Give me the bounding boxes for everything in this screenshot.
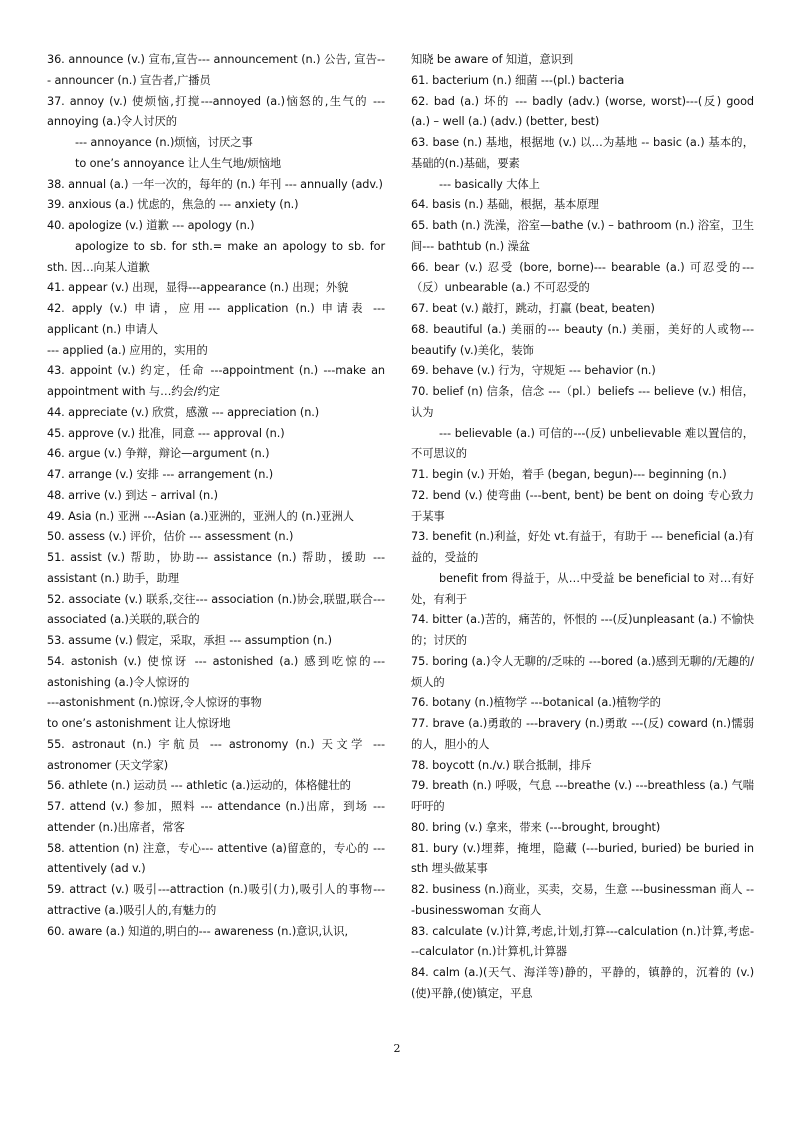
vocab-entry: 73. benefit (n.)利益，好处 vt.有益于，有助于 --- beneficial (a.)有益的，受益的 (411, 530, 754, 564)
vocab-entry: 72. bend (v.) 使弯曲 (---bent, bent) be bent on doing 专心致力于某事 (411, 488, 754, 523)
right-column (411, 50, 754, 1005)
vocab-entry: 75. boring (a.)令人无聊的/乏味的 ---bored (a.)感到无聊的/无趣的/烦人的 (411, 654, 754, 689)
vocab-entry: 50. assess (v.) 评价，估价 --- assessment (n.) (47, 530, 294, 544)
vocab-entry: 55. astronaut (n.) 宇航员 --- astronomy (n.) 天文学 --- astronomer (天文学家) (47, 737, 385, 772)
vocab-entry: 82. business (n.)商业，买卖，交易，生意 ---businessman 商人 ---businesswoman 女商人 (411, 883, 754, 917)
vocab-entry: 83. calculate (v.)计算,考虑,计划,打算---calculation (n.)计算,考虑---calculator (n.)计算机,计算器 (411, 924, 754, 959)
vocab-entry: 65. bath (n.) 洗澡，浴室—bathe (v.) – bathroom (n.) 浴室，卫生间--- bathtub (n.) 澡盆 (411, 219, 754, 253)
vocab-entry: 60. aware (a.) 知道的,明白的--- awareness (n.)意识,认识, (47, 924, 348, 938)
vocab-entry-continuation: --- basically 大体上 (439, 177, 540, 191)
vocab-entry: 42. apply (v.) 申请，应用--- application (n.) 申请表 --- applicant (n.) 申请人 (47, 302, 385, 336)
vocab-entry: 71. begin (v.) 开始，着手 (began, begun)--- beginning (n.) (411, 468, 727, 481)
vocab-entry: 62. bad (a.) 坏的 --- badly (adv.) (worse, worst)---(反) good (a.) – well (a.) (adv.) (better, best) (411, 94, 754, 129)
vocab-entry: 43. appoint (v.) 约定，任命 ---appointment (n.) ---make an appointment with 与…约会/约定 (47, 364, 385, 398)
vocab-entry: 54. astonish (v.) 使惊讶 --- astonished (a.) 感到吃惊的---astonishing (a.)令人惊讶的 (47, 654, 385, 689)
vocab-entry: 56. athlete (n.) 运动员 --- athletic (a.)运动的，体格健壮的 (47, 779, 351, 793)
vocab-entry: 64. basis (n.) 基础，根据，基本原理 (411, 198, 599, 212)
vocab-entry: 78. boycott (n./v.) 联合抵制，排斥 (411, 758, 592, 772)
vocab-entry: 48. arrive (v.) 到达 – arrival (n.) (47, 488, 218, 502)
vocab-entry-continuation: --- applied (a.) 应用的，实用的 (47, 343, 208, 357)
vocab-entry: 69. behave (v.) 行为，守规矩 --- behavior (n.) (411, 364, 656, 378)
vocab-entry-continuation: ---astonishment (n.)惊讶,令人惊讶的事物 (47, 696, 262, 710)
vocab-entry-continuation: to one’s astonishment 让人惊讶地 (47, 717, 231, 730)
vocab-entry: 40. apologize (v.) 道歉 --- apology (n.) (47, 219, 255, 232)
vocab-entry-continuation: --- believable (a.) 可信的---(反) unbelievable 难以置信的，不可思议的 (411, 426, 754, 461)
vocab-entry: 59. attract (v.) 吸引---attraction (n.)吸引(力),吸引人的事物---attractive (a.)吸引人的,有魅力的 (47, 883, 385, 917)
page-number: 2 (393, 1042, 401, 1055)
vocab-entry: 77. brave (a.)勇敢的 ---bravery (n.)勇敢 ---(反) coward (n.)懦弱的人，胆小的人 (411, 717, 754, 751)
vocab-entry: 39. anxious (a.) 忧虑的，焦急的 --- anxiety (n.) (47, 198, 299, 212)
vocab-entry-continuation: apologize to sb. for sth.= make an apology to sb. for sth. 因…向某人道歉 (47, 239, 385, 274)
vocab-entry-continuation: benefit from 得益于，从…中受益 be beneficial to 对…有好处，有利于 (411, 571, 754, 606)
vocab-entry-continuation: --- annoyance (n.)烦恼，讨厌之事 (75, 136, 253, 149)
vocab-entry: 80. bring (v.) 拿来，带来 (---brought, brought) (411, 820, 661, 834)
vocab-entry: 68. beautiful (a.) 美丽的--- beauty (n.) 美丽，美好的人或物--- beautify (v.)美化，装饰 (411, 322, 754, 357)
vocab-entry: 38. annual (a.) 一年一次的，每年的 (n.) 年刊 --- annually (adv.) (47, 177, 383, 191)
vocab-entry: 61. bacterium (n.) 细菌 ---(pl.) bacteria (411, 73, 625, 87)
vocab-entry: 67. beat (v.) 敲打，跳动，打赢 (beat, beaten) (411, 302, 655, 315)
vocab-entry: 41. appear (v.) 出现，显得---appearance (n.) 出现；外貌 (47, 281, 349, 295)
vocab-entry: 37. annoy (v.) 使烦恼,打搅---annoyed (a.)恼怒的,生气的 ---annoying (a.)令人讨厌的 (47, 94, 385, 129)
vocab-entry: 57. attend (v.) 参加，照料 --- attendance (n.)出席，到场 ---attender (n.)出席者，常客 (47, 800, 385, 834)
vocab-entry: 74. bitter (a.)苦的，痛苦的，怀恨的 ---(反)unpleasant (a.) 不愉快的；讨厌的 (411, 613, 754, 647)
vocab-entry: 81. bury (v.)埋葬，掩埋，隐藏 (---buried, buried) be buried in sth 埋头做某事 (411, 841, 754, 876)
left-column (47, 50, 385, 942)
vocab-entry: 46. argue (v.) 争辩，辩论—argument (n.) (47, 447, 270, 461)
vocab-entry: 47. arrange (v.) 安排 --- arrangement (n.) (47, 468, 274, 481)
vocab-entry: 44. appreciate (v.) 欣赏，感激 --- appreciation (n.) (47, 405, 320, 419)
vocab-entry: 70. belief (n) 信条，信念 ---（pl.）beliefs --- believe (v.) 相信，认为 (411, 385, 754, 419)
vocab-entry-continuation: to one’s annoyance 让人生气地/烦恼地 (75, 156, 282, 170)
vocab-entry-continuation: 知晓 be aware of 知道，意识到 (411, 53, 574, 66)
vocab-entry: 79. breath (n.) 呼吸，气息 ---breathe (v.) ---breathless (a.) 气喘吁吁的 (411, 779, 754, 813)
vocab-entry: 49. Asia (n.) 亚洲 ---Asian (a.)亚洲的，亚洲人的 (n.)亚洲人 (47, 509, 354, 523)
vocab-entry: 52. associate (v.) 联系,交往--- association (n.)协会,联盟,联合--- associated (a.)关联的,联合的 (47, 592, 385, 627)
vocab-entry: 36. announce (v.) 宣布,宣告--- announcement (n.) 公告, 宣告--- announcer (n.) 宣告者,广播员 (47, 53, 385, 87)
vocab-entry: 76. botany (n.)植物学 ---botanical (a.)植物学的 (411, 696, 661, 710)
vocab-entry: 66. bear (v.) 忍受 (bore, borne)--- bearable (a.) 可忍受的---（反）unbearable (a.) 不可忍受的 (411, 260, 754, 295)
vocab-entry: 58. attention (n) 注意，专心--- attentive (a)留意的，专心的 ---attentively (ad v.) (47, 841, 385, 876)
vocab-entry: 84. calm (a.)(天气、海洋等)静的，平静的，镇静的，沉着的 (v.)(使)平静,(使)镇定，平息 (411, 966, 754, 1000)
vocab-entry: 45. approve (v.) 批准，同意 --- approval (n.) (47, 426, 285, 440)
vocab-entry: 53. assume (v.) 假定，采取，承担 --- assumption (n.) (47, 634, 332, 647)
vocab-entry: 51. assist (v.) 帮助，协助--- assistance (n.) 帮助，援助 ---assistant (n.) 助手，助理 (47, 551, 385, 585)
vocab-entry: 63. base (n.) 基地，根据地 (v.) 以…为基地 -- basic (a.) 基本的，基础的(n.)基础，要素 (411, 136, 754, 170)
